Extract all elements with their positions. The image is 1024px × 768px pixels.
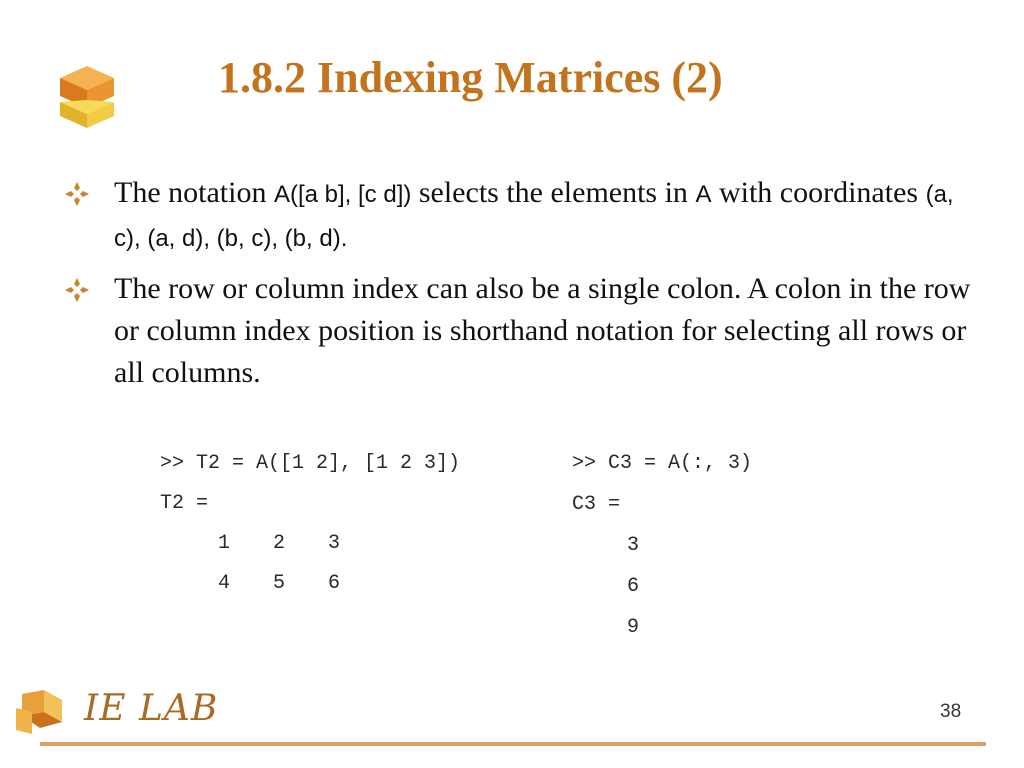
code-command-left: >> T2 = A([1 2], [1 2 3]): [160, 452, 461, 475]
footer-cube-logo-icon: [14, 688, 68, 738]
column-value: 9: [627, 616, 640, 639]
matrix-cell: 4: [218, 572, 231, 595]
cube-logo-icon: [56, 64, 118, 130]
bullet-list: [64, 172, 984, 402]
bullet-item-colon: [64, 268, 984, 394]
diamond-bullet-icon: [64, 181, 90, 207]
code-command-right: >> C3 = A(:, 3): [572, 452, 753, 475]
matrix-cell: 2: [273, 532, 286, 555]
matrix-cell: 3: [328, 532, 341, 555]
bullet-period: .: [340, 225, 348, 252]
bullet-text: The row or column index can also be a single colon. A colon in the row or column index position is shorthand notation for selecting all rows or all columns.: [114, 272, 971, 389]
matrix-cell: 5: [273, 572, 286, 595]
bullet-text: The notation: [114, 176, 274, 209]
page-number: 38: [940, 701, 962, 722]
code-coordinates: (a, c), (a, d), (b, c), (b, d): [114, 181, 954, 252]
lab-name: IE LAB: [84, 688, 219, 729]
slide-title: 1.8.2 Indexing Matrices (2): [218, 53, 723, 102]
code-output-label-left: T2 =: [160, 492, 209, 515]
bullet-text: with coordinates: [711, 176, 926, 209]
code-matrix-name: A: [695, 181, 712, 208]
column-value: 3: [627, 534, 640, 557]
footer-divider: [40, 742, 986, 746]
diamond-bullet-icon: [64, 277, 90, 303]
bullet-item-notation: [64, 172, 984, 260]
code-notation: A([a b], [c d]): [273, 181, 412, 208]
bullet-text: selects the elements in: [411, 176, 696, 209]
matrix-cell: 1: [218, 532, 231, 555]
matrix-cell: 6: [328, 572, 341, 595]
column-value: 6: [627, 575, 640, 598]
code-output-label-right: C3 =: [572, 493, 621, 516]
